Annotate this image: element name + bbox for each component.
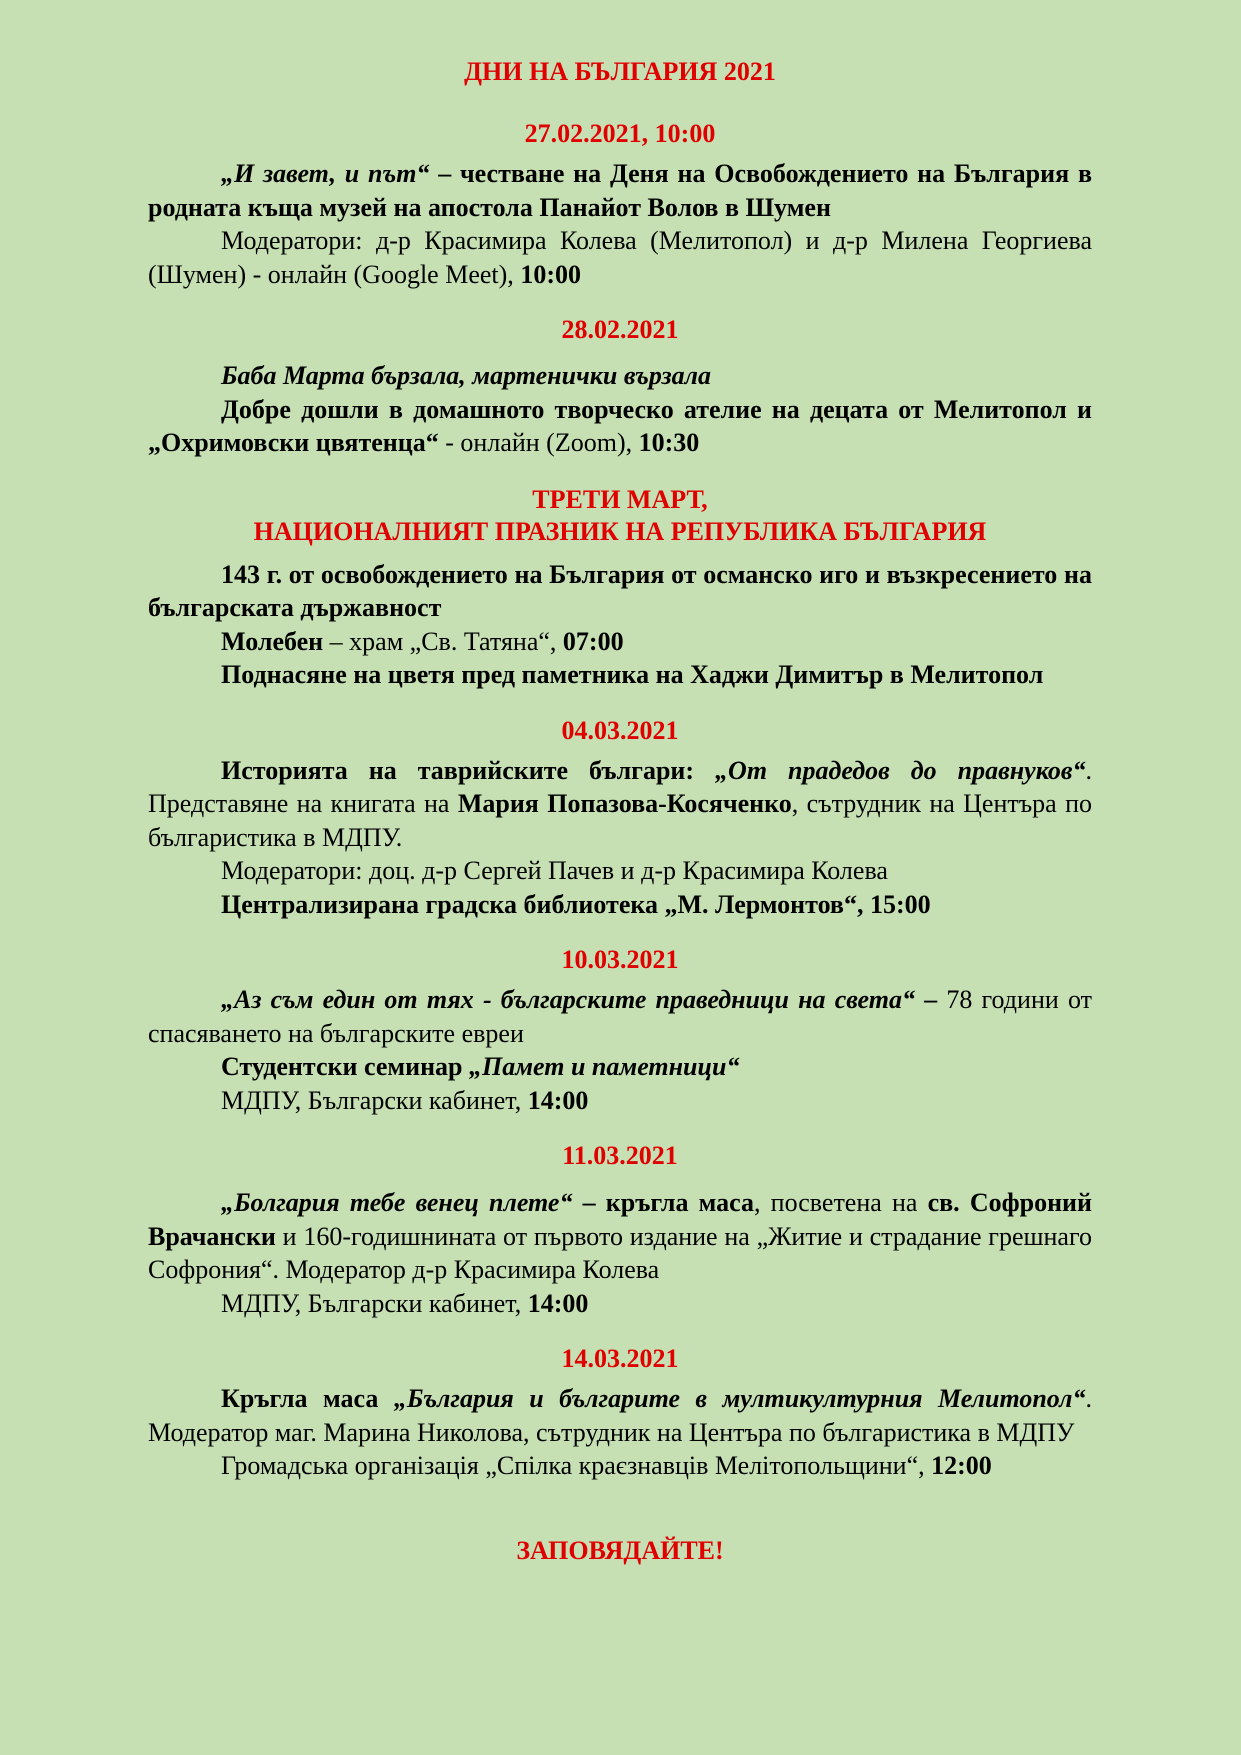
event-title: 143 г. от освобождението на България от османско иго и възкресението на българската държавност (148, 559, 1092, 622)
event-details (148, 888, 1092, 922)
event-venue: Громадська організація „Спілка краєзнавців Мелітопольщини“, (221, 1451, 932, 1480)
event-text: , посветена на (754, 1188, 928, 1217)
event-text: Добре дошли в домашното творческо ателие на децата от Мелитопол и „Охримовски цвятенца“ (148, 394, 1092, 457)
event-description (148, 1186, 1092, 1287)
event-text: и 160-годишнината от първото издание на „Житие и страдание грешнаго Софрония“. Модератор д-р Красимира Колева (148, 1221, 1092, 1284)
event-description (148, 983, 1092, 1050)
event-time: 10:30 (638, 428, 700, 457)
event-description (148, 359, 1092, 393)
person-name: св. Софроний Врачански (148, 1188, 1093, 1251)
moderators-text: Модератори: доц. д-р Сергей Пачев и д-р Красимира Колева (221, 856, 888, 885)
dash: – (914, 985, 938, 1014)
event-description (148, 1382, 1092, 1449)
event-details (148, 1050, 1092, 1084)
event-details (148, 1084, 1092, 1118)
event-description (148, 754, 1092, 855)
event-time: 14:00 (527, 1288, 589, 1318)
event-details (148, 1449, 1092, 1483)
event-date-heading: 10.03.2021 (561, 945, 679, 974)
event-date-heading: 28.02.2021 (561, 315, 679, 344)
event-venue: – храм „Св. Татяна“, (323, 626, 563, 656)
event-text: Кръгла маса (221, 1384, 394, 1413)
event-details (148, 393, 1092, 460)
event-date-heading: 04.03.2021 (561, 715, 679, 745)
event-date-heading: 14.03.2021 (561, 1344, 679, 1373)
event-text: . Модератор маг. Марина Николова, сътрудник на Центъра по българистика в МДПУ (148, 1384, 1092, 1447)
event-time: 10:00 (520, 259, 581, 289)
closing-text: ЗАПОВЯДАЙТЕ! (516, 1535, 724, 1565)
event-title: „И завет, и път“ (221, 159, 430, 188)
event-time: 07:00 (562, 626, 624, 656)
event-title: „Болгария тебе венец плете“ (221, 1188, 573, 1217)
book-title: „От прадедов до правнуков“ (715, 755, 1086, 785)
event-text: – кръгла маса (572, 1188, 755, 1217)
event-date-heading: 27.02.2021, 10:00 (524, 119, 716, 148)
event-title: „България и българите в мултикултурния Мелитопол“ (393, 1384, 1086, 1413)
event-title: „Аз съм един от тях - българските праведници на света“ (221, 985, 915, 1014)
event-details (148, 224, 1092, 291)
event-title: Молебен (221, 626, 324, 656)
moderators-text: Модератори: д-р Красимира Колева (Мелитопол) и д-р Милена Георгиева (Шумен) - онлайн (Google Meet), (148, 226, 1092, 289)
holiday-heading-line-1: ТРЕТИ МАРТ, (532, 484, 708, 514)
event-time: 14:00 (527, 1085, 589, 1115)
event-details (148, 658, 1092, 692)
event-text: – честване на Деня на Освобождението на България в родната къща музей на апостола Панайот Волов в Шумен (148, 159, 1093, 222)
program-content (148, 56, 1092, 1567)
event-venue: - онлайн (Zoom), (438, 428, 639, 457)
event-title: Историята на таврийските българи: (221, 755, 716, 785)
author-name: Мария Попазова-Косяченко (457, 789, 792, 818)
document-title: ДНИ НА БЪЛГАРИЯ 2021 (464, 57, 776, 86)
seminar-title: „Памет и паметници“ (469, 1052, 740, 1081)
event-title: Поднасяне на цветя пред паметника на Хаджи Димитър в Мелитопол (221, 660, 1044, 689)
event-venue: МДПУ, Български кабинет, (221, 1288, 528, 1318)
event-details (148, 1287, 1092, 1321)
event-venue: МДПУ, Български кабинет, (221, 1085, 528, 1115)
event-date-heading: 11.03.2021 (562, 1141, 678, 1170)
event-text: 78 години от спасяването на българските евреи (148, 985, 1092, 1048)
event-description (148, 157, 1092, 224)
event-title: Баба Марта бързала, мартенички вързала (221, 361, 711, 390)
event-description (148, 558, 1092, 625)
event-time: 12:00 (931, 1451, 992, 1480)
event-text: . Представяне на книгата на (148, 755, 1092, 818)
event-details (148, 625, 1092, 659)
event-text: Студентски семинар (221, 1052, 470, 1081)
holiday-heading-line-2: НАЦИОНАЛНИЯТ ПРАЗНИК НА РЕПУБЛИКА БЪЛГАРИЯ (253, 516, 987, 546)
event-venue: Централизирана градска библиотека „М. Лермонтов“, 15:00 (221, 889, 931, 919)
event-text: , сътрудник на Центъра по българистика в МДПУ. (148, 789, 1092, 852)
